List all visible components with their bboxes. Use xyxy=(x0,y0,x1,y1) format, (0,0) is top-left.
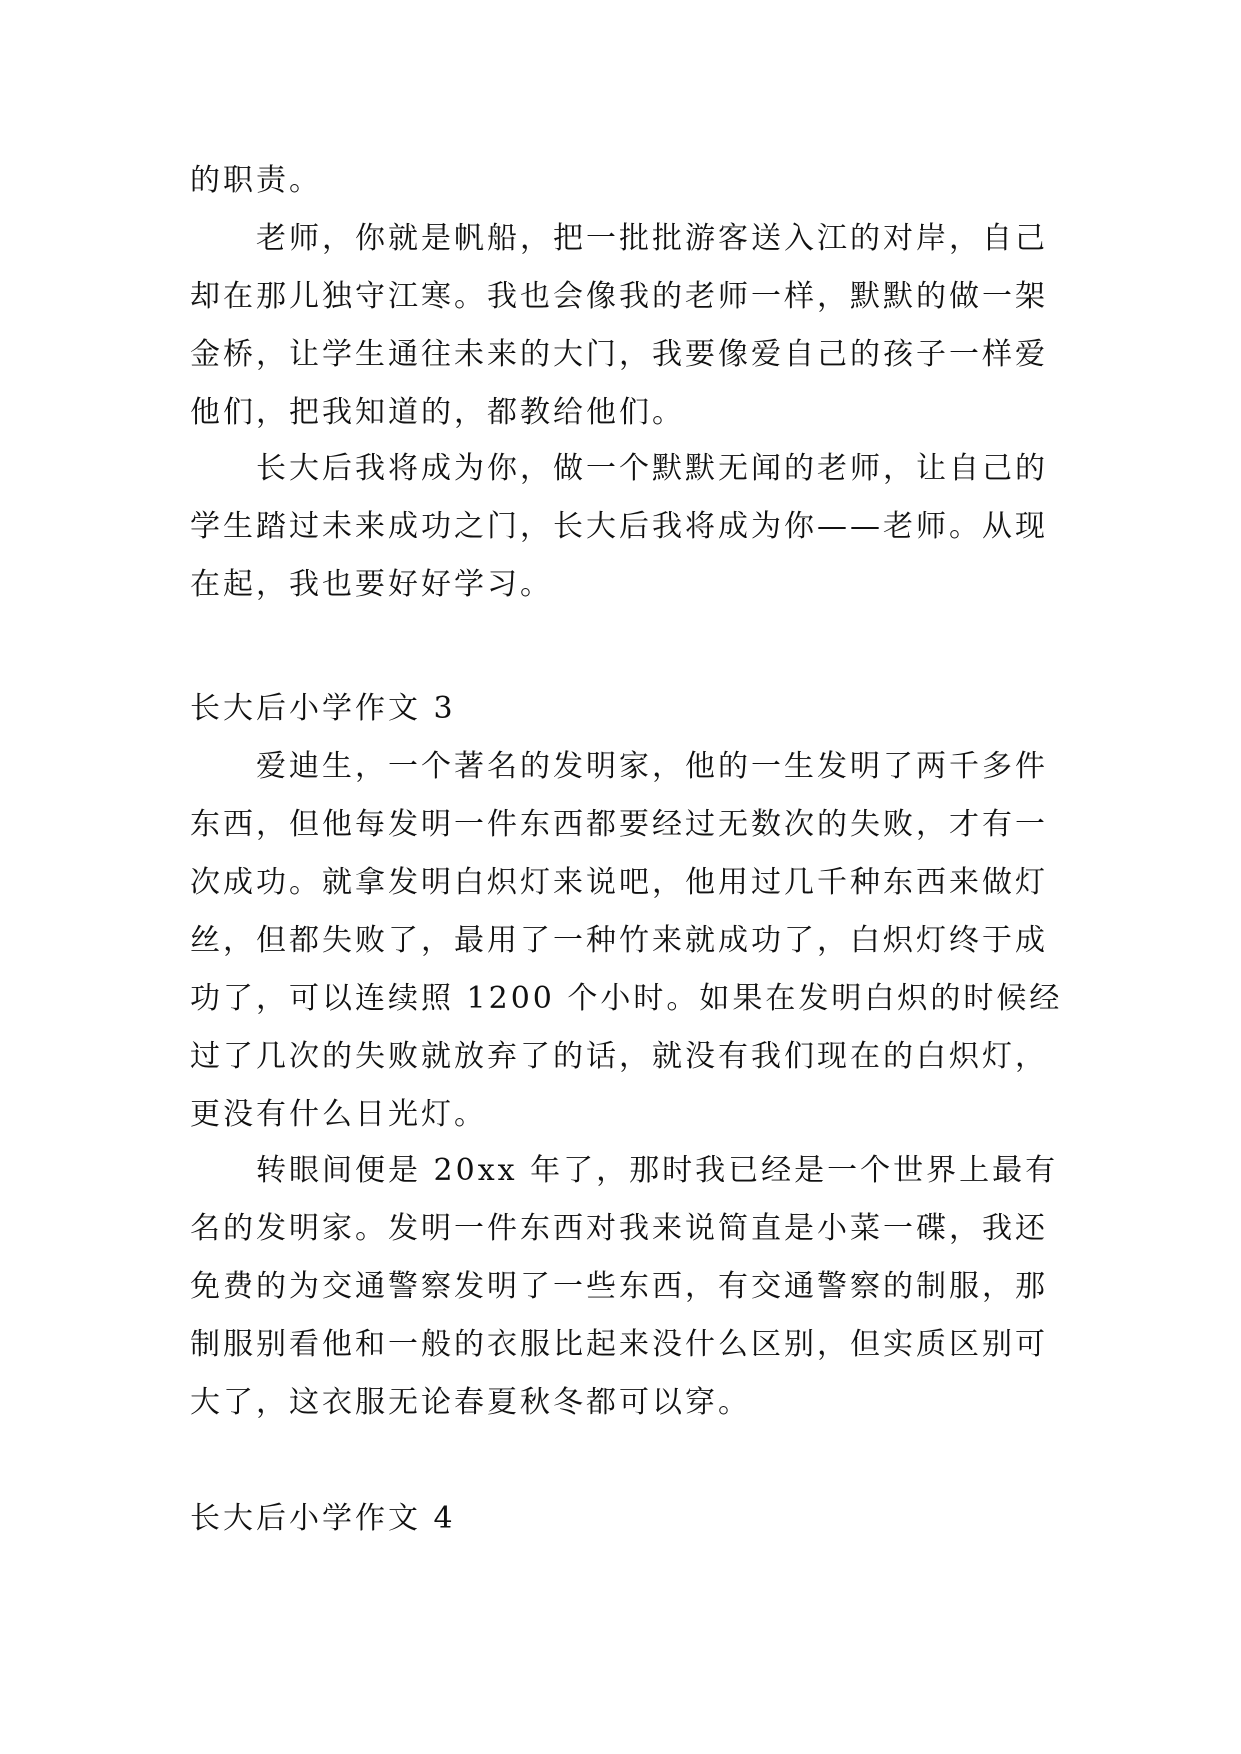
text-line: 爱迪生，一个著名的发明家，他的一生发明了两千多件 xyxy=(190,749,1048,784)
text-line: 过了几次的失败就放弃了的话，就没有我们现在的白炽灯， xyxy=(190,1039,1048,1074)
paragraph-edison xyxy=(190,738,1063,1144)
text-line: 更没有什么日光灯。 xyxy=(190,1097,487,1132)
text-line: 次成功。就拿发明白炽灯来说吧，他用过几千种东西来做灯 xyxy=(190,865,1048,900)
text-line: 制服别看他和一般的衣服比起来没什么区别，但实质区别可 xyxy=(190,1327,1048,1362)
text-line: 免费的为交通警察发明了一些东西，有交通警察的制服，那 xyxy=(190,1269,1048,1304)
text-line: 金桥，让学生通往未来的大门，我要像爱自己的孩子一样爱 xyxy=(190,337,1048,372)
paragraph-inventor-future xyxy=(190,1142,1060,1432)
text-line: 转眼间便是 20xx 年了，那时我已经是一个世界上最有 xyxy=(190,1153,1059,1188)
text-line: 丝，但都失败了，最用了一种竹来就成功了，白炽灯终于成 xyxy=(190,923,1048,958)
text-line: 名的发明家。发明一件东西对我来说简直是小菜一碟，我还 xyxy=(190,1211,1048,1246)
paragraph-become-teacher xyxy=(190,440,1060,614)
paragraph-continuation xyxy=(190,152,1060,210)
paragraph-teacher-sailboat xyxy=(190,210,1060,442)
text-line: 长大后我将成为你，做一个默默无闻的老师，让自己的 xyxy=(190,451,1048,486)
text-line: 学生踏过未来成功之门，长大后我将成为你——老师。从现 xyxy=(190,509,1048,544)
text-line: 在起，我也要好好学习。 xyxy=(190,567,553,602)
section-heading-4: 长大后小学作文 4 xyxy=(190,1501,456,1536)
text-line: 他们，把我知道的，都教给他们。 xyxy=(190,395,685,430)
text-line: 大了，这衣服无论春夏秋冬都可以穿。 xyxy=(190,1385,751,1420)
text-line: 老师，你就是帆船，把一批批游客送入江的对岸，自己 xyxy=(190,221,1048,256)
text-line: 的职责。 xyxy=(190,163,322,198)
text-line: 却在那儿独守江寒。我也会像我的老师一样，默默的做一架 xyxy=(190,279,1048,314)
section-heading-3: 长大后小学作文 3 xyxy=(190,691,456,726)
text-line: 功了，可以连续照 1200 个小时。如果在发明白炽的时候经 xyxy=(190,981,1063,1016)
text-line: 东西，但他每发明一件东西都要经过无数次的失败，才有一 xyxy=(190,807,1048,842)
